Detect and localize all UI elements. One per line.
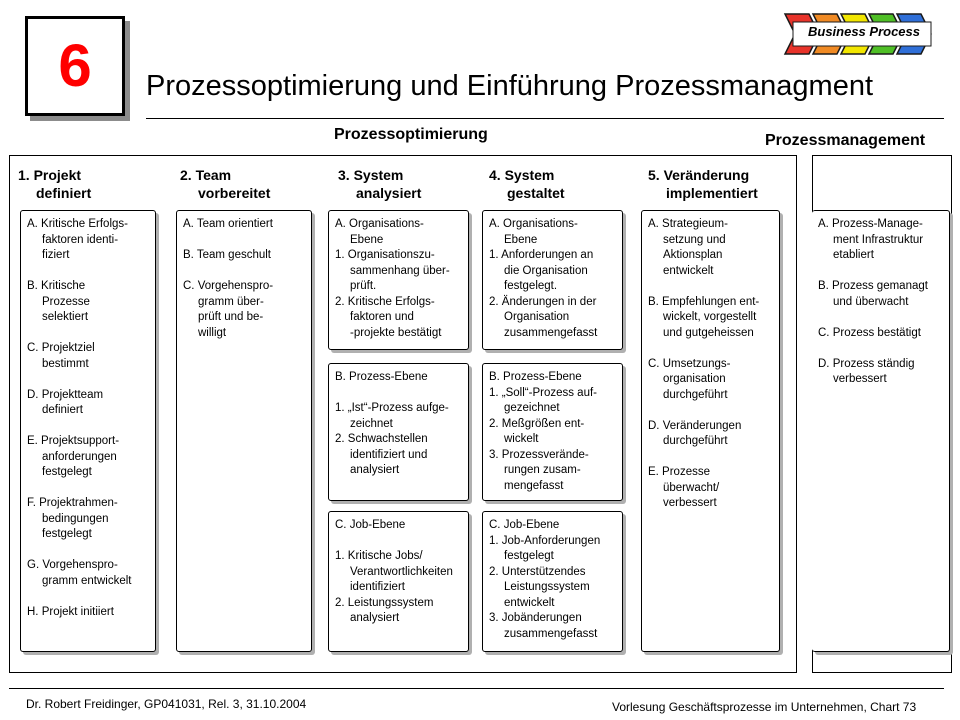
list-item bbox=[648, 279, 775, 295]
list-item: C. Projektziel bestimmt bbox=[27, 342, 95, 370]
column-head-1-line2: definiert bbox=[36, 185, 92, 201]
column-head-2-line2: vorbereitet bbox=[198, 185, 271, 201]
list-item: 3. Prozessverände- rungen zusam- mengefasst bbox=[489, 448, 589, 492]
list-item: 2. Änderungen in der Organisation zusammengefasst bbox=[489, 295, 598, 339]
list-item: C. Prozess bestätigt bbox=[818, 326, 921, 339]
list-item: D. Veränderungen durchgeführt bbox=[648, 419, 742, 447]
list-item: 2. Kritische Erfolgs- faktoren und -projekte bestätigt bbox=[335, 295, 442, 339]
list-item bbox=[648, 403, 775, 419]
list-item: B. Empfehlungen ent- wickelt, vorgestellt und gutgeheissen bbox=[648, 295, 760, 339]
box-process-management bbox=[812, 210, 950, 652]
box-team-prepared bbox=[176, 210, 312, 652]
list-item: C. Job-Ebene bbox=[335, 519, 406, 531]
column-head-3 bbox=[338, 166, 421, 202]
badge-label: Business Process bbox=[807, 24, 920, 39]
chapter-number: 6 bbox=[58, 32, 92, 99]
list-item: G. Vorgehenspro- gramm entwickelt bbox=[27, 559, 132, 587]
list-item: 1. Kritische Jobs/ Verantwortlichkeiten identifiziert bbox=[335, 550, 453, 593]
list-item bbox=[818, 264, 945, 280]
box-design-process bbox=[482, 363, 623, 501]
list-item: 2. Meßgrößen ent- wickelt bbox=[489, 417, 585, 445]
list-item bbox=[27, 543, 151, 559]
title-divider bbox=[146, 118, 944, 119]
list-item: E. Prozesse überwacht/ verbessert bbox=[648, 466, 720, 509]
box-project-defined bbox=[20, 210, 156, 652]
box-analysis-job bbox=[328, 511, 469, 652]
list-item: B. Prozess-Ebene bbox=[335, 371, 428, 383]
list-item: E. Projektsupport- anforderungen festgelegt bbox=[27, 435, 120, 478]
list-item: 1. „Ist“-Prozess aufge- zeichnet bbox=[335, 402, 449, 430]
chapter-number-box bbox=[25, 16, 125, 116]
list-item bbox=[183, 264, 307, 280]
footer-divider bbox=[9, 688, 944, 689]
list-item: 2. Unterstützendes Leistungssystem entwickelt bbox=[489, 565, 590, 609]
column-head-5-line1: 5. Veränderung bbox=[648, 167, 750, 183]
column-head-1-line1: 1. Projekt bbox=[18, 167, 82, 183]
list-item: 2. Schwachstellen identifiziert und analysiert bbox=[335, 433, 428, 476]
box-design-organization bbox=[482, 210, 623, 350]
page-title: Prozessoptimierung und Einführung Prozessmanagment bbox=[146, 70, 874, 102]
list-item bbox=[818, 341, 945, 357]
column-head-3-line2: analysiert bbox=[356, 185, 422, 201]
list-item: A. Strategieum- setzung und Aktionsplan entwickelt bbox=[648, 218, 728, 277]
column-head-3-line1: 3. System bbox=[338, 167, 404, 183]
list-item: A. Prozess-Manage- ment Infrastruktur etabliert bbox=[818, 218, 924, 261]
list-item: 1. Anforderungen an die Organisation festgelegt. bbox=[489, 249, 594, 292]
column-head-4-line2: gestaltet bbox=[507, 185, 565, 201]
box-analysis-process bbox=[328, 363, 469, 501]
box-change-implemented bbox=[641, 210, 780, 652]
list-item: 2. Leistungssystem analysiert bbox=[335, 596, 434, 624]
list-item: H. Projekt initiiert bbox=[27, 605, 114, 618]
footer-lecture: Vorlesung Geschäftsprozesse im Unternehmen, Chart 73 bbox=[612, 700, 917, 714]
list-item bbox=[648, 341, 775, 357]
list-item: B. Team geschult bbox=[183, 249, 272, 261]
list-item bbox=[27, 372, 151, 388]
list-item bbox=[648, 450, 775, 466]
list-item bbox=[335, 386, 464, 402]
list-item bbox=[27, 419, 151, 435]
section-title-management: Prozessmanagement bbox=[765, 132, 926, 149]
list-item bbox=[818, 310, 945, 326]
list-item: F. Projektrahmen- bedingungen festgelegt bbox=[27, 497, 118, 540]
column-head-4-line1: 4. System bbox=[489, 167, 555, 183]
list-item bbox=[27, 481, 151, 497]
list-item: A. Organisations- Ebene bbox=[489, 218, 578, 246]
list-item: A. Kritische Erfolgs- faktoren identi- fiziert bbox=[27, 218, 128, 261]
list-item bbox=[335, 534, 464, 550]
list-item bbox=[27, 264, 151, 280]
box-design-job bbox=[482, 511, 623, 652]
list-item: D. Prozess ständig verbessert bbox=[818, 357, 915, 385]
column-head-1 bbox=[18, 166, 91, 202]
list-item bbox=[183, 233, 307, 249]
list-item: D. Projektteam definiert bbox=[27, 388, 104, 416]
list-item: 1. „Soll“-Prozess auf- gezeichnet bbox=[489, 386, 598, 414]
list-item: A. Team orientiert bbox=[183, 218, 273, 230]
column-head-4 bbox=[489, 166, 565, 202]
list-item: B. Prozess-Ebene bbox=[489, 371, 582, 383]
list-item: B. Kritische Prozesse selektiert bbox=[27, 280, 90, 323]
list-item: C. Job-Ebene bbox=[489, 519, 560, 531]
list-item: C. Umsetzungs- organisation durchgeführt bbox=[648, 357, 731, 401]
column-head-2 bbox=[180, 166, 270, 202]
list-item bbox=[27, 589, 151, 605]
list-item: 1. Job-Anforderungen festgelegt bbox=[489, 534, 601, 562]
list-item: 1. Organisationszu- sammenhang über- prüft. bbox=[335, 249, 450, 292]
list-item: B. Prozess gemanagt und überwacht bbox=[818, 280, 928, 308]
list-item: C. Vorgehenspro- gramm über- prüft und be- willigt bbox=[183, 280, 274, 339]
column-head-5 bbox=[648, 166, 758, 202]
column-head-2-line1: 2. Team bbox=[180, 167, 232, 183]
section-title-optimization: Prozessoptimierung bbox=[334, 126, 488, 143]
list-item: A. Organisations- Ebene bbox=[335, 218, 424, 246]
box-analysis-organization bbox=[328, 210, 469, 350]
column-head-5-line2: implementiert bbox=[666, 185, 758, 201]
footer-author: Dr. Robert Freidinger, GP041031, Rel. 3, 31.10.2004 bbox=[26, 697, 307, 711]
list-item bbox=[27, 326, 151, 342]
list-item: 3. Jobänderungen zusammengefasst bbox=[489, 612, 598, 640]
